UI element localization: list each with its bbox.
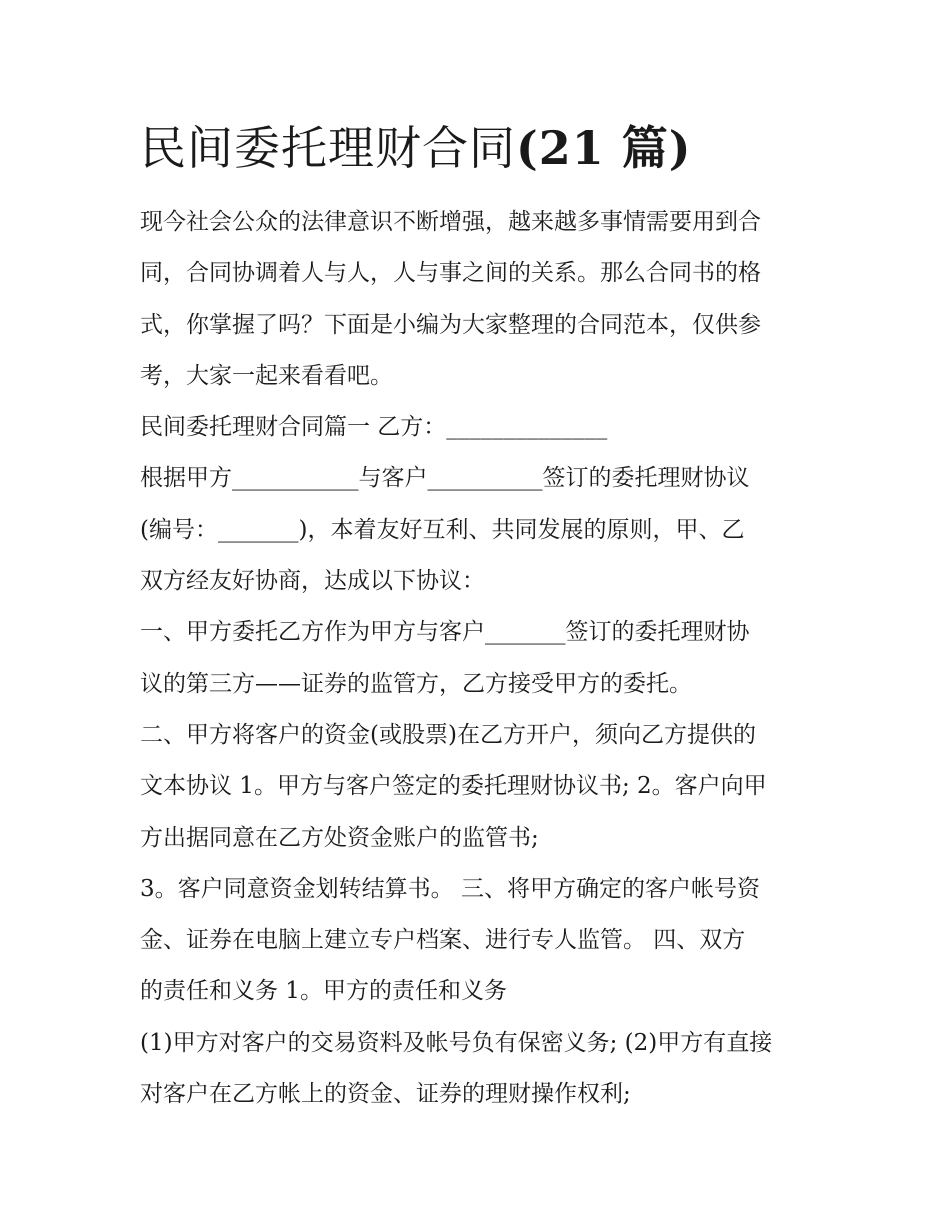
document-body bbox=[140, 197, 820, 1120]
document-title bbox=[140, 112, 692, 184]
text-line: 金、证券在电脑上建立专户档案、进行专人监管。 四、双方 bbox=[140, 927, 746, 954]
text-line: (编号：_______)，本着友好互利、共同发展的原则，甲、乙 bbox=[140, 516, 745, 543]
document-title-suffix: (21 篇) bbox=[516, 121, 692, 175]
text-line: 考，大家一起来看看吧。 bbox=[140, 362, 393, 389]
text-line: 双方经友好协商，达成以下协议： bbox=[140, 568, 485, 595]
text-line: 二、甲方将客户的资金(或股票)在乙方开户，须向乙方提供的 bbox=[140, 721, 756, 748]
text-line: 议的第三方——证券的监管方，乙方接受甲方的委托。 bbox=[140, 670, 692, 697]
text-line: 3。客户同意资金划转结算书。 三、将甲方确定的客户帐号资 bbox=[140, 875, 760, 902]
text-line: 现今社会公众的法律意识不断增强，越来越多事情需要用到合 bbox=[140, 209, 761, 235]
text-line: 的责任和义务 1。甲方的责任和义务 bbox=[140, 978, 507, 1005]
text-line: 同，合同协调着人与人，人与事之间的关系。那么合同书的格 bbox=[140, 260, 761, 287]
text-line: 文本协议 1。甲方与客户签定的委托理财协议书; 2。客户向甲 bbox=[140, 773, 767, 800]
text-line: 根据甲方___________与客户__________签订的委托理财协议 bbox=[140, 465, 750, 492]
text-line: 一、甲方委托乙方作为甲方与客户_______签订的委托理财协 bbox=[140, 619, 750, 646]
text-line: (1)甲方对客户的交易资料及帐号负有保密义务; (2)甲方有直接 bbox=[140, 1029, 773, 1056]
text-line: 方出据同意在乙方处资金账户的监管书; bbox=[140, 824, 539, 851]
text-line: 民间委托理财合同篇一 乙方：______________ bbox=[140, 414, 608, 441]
text-line: 对客户在乙方帐上的资金、证券的理财操作权利; bbox=[140, 1081, 631, 1108]
document-title-main: 民间委托理财合同 bbox=[140, 121, 516, 175]
text-line: 式，你掌握了吗？下面是小编为大家整理的合同范本，仅供参 bbox=[140, 311, 761, 338]
